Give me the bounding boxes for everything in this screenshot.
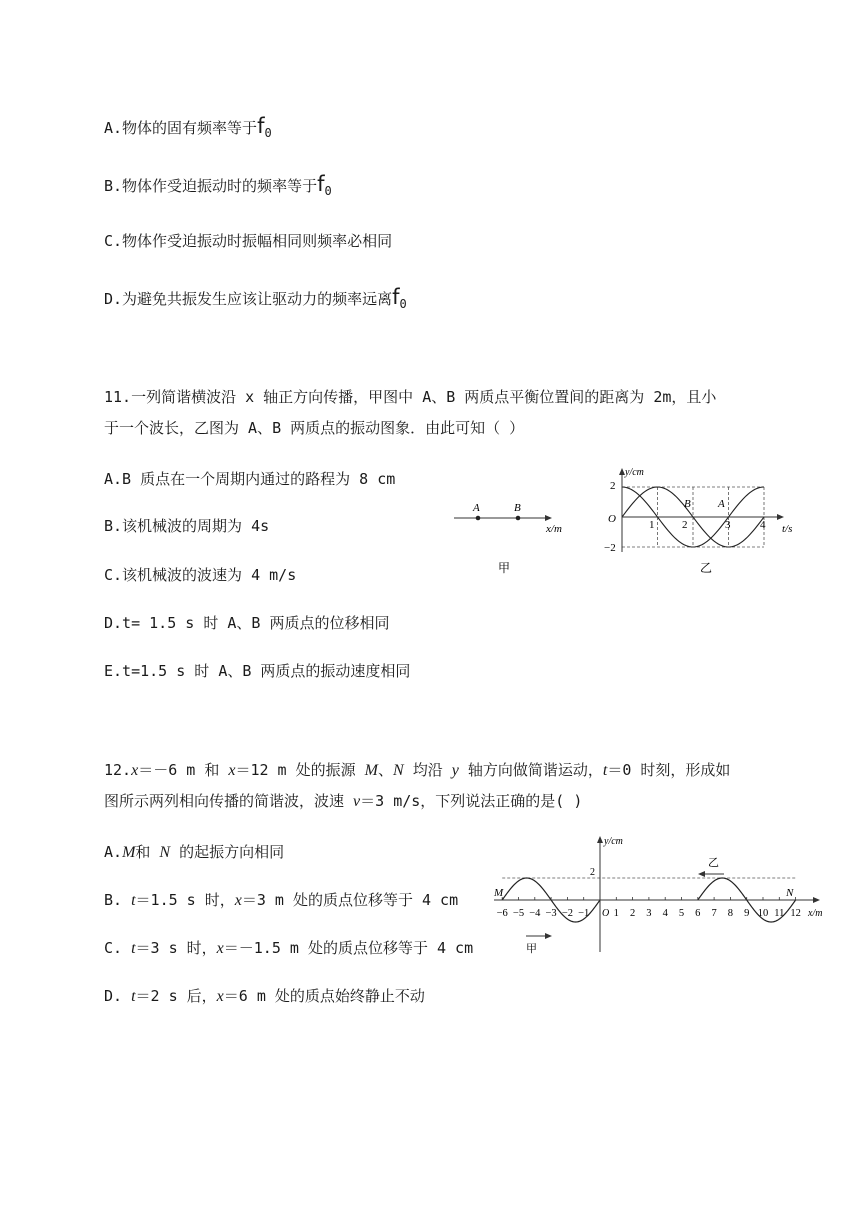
variable: v	[353, 793, 361, 810]
q12-wave-left-label: 甲	[526, 943, 537, 955]
yi-tick-4: 4	[760, 519, 766, 531]
q12-x-label: x/m	[808, 908, 823, 919]
text-segment: C.	[104, 939, 132, 957]
jia-axis-arrow	[545, 515, 552, 521]
yi-t-label: t/s	[782, 523, 793, 535]
variable: t	[131, 892, 136, 909]
q11-option-d: D.t= 1.5 s 时 A、B 两质点的位移相同	[104, 614, 390, 632]
q12-tick-label: 8	[727, 908, 734, 919]
yi-origin: O	[608, 513, 616, 525]
variable: N	[159, 844, 171, 861]
q12-tick-label: 1	[613, 908, 619, 919]
q12-tick-label: 9	[744, 908, 750, 919]
jia-point-b	[516, 516, 521, 521]
q12-y-axis-arrow	[597, 836, 603, 843]
text-segment: ＝3 m 处的质点位移等于 4 cm	[241, 891, 459, 909]
q12-tick-label: 3	[646, 908, 652, 919]
jia-label-b: B	[514, 502, 521, 514]
yi-t-axis-arrow	[777, 514, 784, 520]
q10-option-b: B.物体作受迫振动时的频率等于$f_0$	[104, 172, 332, 198]
text-segment: 轴方向做简谐运动，	[458, 761, 603, 779]
yi-tick-2: 2	[682, 519, 688, 531]
yi-y-top: 2	[610, 480, 616, 492]
yi-label-b: B	[684, 498, 691, 510]
text-segment: ＝－6 m 和	[138, 761, 229, 779]
q11-option-e: E.t=1.5 s 时 A、B 两质点的振动速度相同	[104, 662, 411, 680]
q12-tick-label: −6	[496, 908, 508, 919]
variable: y	[451, 762, 459, 779]
q12-y-label: y/cm	[604, 836, 623, 847]
q11-option-b: B.该机械波的周期为 4s	[104, 517, 270, 535]
q12-tick-label: −1	[578, 908, 590, 919]
q10-option-c: C.物体作受迫振动时振幅相同则频率必相同	[104, 232, 393, 250]
jia-point-a	[476, 516, 481, 521]
text-segment: 的起振方向相同	[170, 843, 285, 861]
text-segment: ＝1.5 s 时，	[135, 891, 235, 909]
text-segment: 和	[135, 843, 160, 861]
q12-stem-line-1	[104, 759, 730, 780]
variable: t	[602, 762, 608, 779]
variable: x	[216, 988, 224, 1005]
text-segment: ＝－1.5 m 处的质点位移等于 4 cm	[223, 939, 474, 957]
yi-tick-1: 1	[649, 519, 655, 531]
variable: x	[234, 892, 242, 909]
q12-label-m: M	[494, 887, 504, 899]
q11-stem-line-1: 11.一列简谐横波沿 x 轴正方向传播，甲图中 A、B 两质点平衡位置间的距离为 2m，且小	[104, 388, 717, 406]
text-segment: D.	[104, 987, 132, 1005]
text-segment: A.	[104, 843, 123, 861]
q12-label-n: N	[786, 887, 794, 899]
q12-amp-label: 2	[590, 867, 595, 878]
variable: t	[131, 988, 136, 1005]
q12-tick-label: 2	[629, 908, 636, 919]
q12-tick-label: 4	[662, 908, 668, 919]
jia-caption: 甲	[498, 561, 511, 575]
q11-option-c: C.该机械波的波速为 4 m/s	[104, 566, 297, 584]
q12-tick-label: −4	[529, 908, 541, 919]
text-segment: ＝3 m/s，下列说法正确的是( )	[360, 792, 583, 810]
q12-tick-label: 6	[695, 908, 701, 919]
q12-option-b	[104, 889, 458, 910]
q12-origin: O	[602, 908, 610, 919]
variable: t	[131, 940, 136, 957]
q12-tick-label: 10	[757, 908, 769, 919]
q12-option-c	[104, 937, 473, 958]
variable: x	[228, 762, 236, 779]
q11-figure-yi	[600, 462, 810, 582]
q12-x-axis-arrow	[813, 897, 820, 903]
text-segment: 12.	[104, 761, 132, 779]
q12-tick-label: 7	[711, 908, 717, 919]
q10-option-d: D.为避免共振发生应该让驱动力的频率远离$f_0$	[104, 285, 407, 311]
q12-wave-right-label: 乙	[708, 857, 719, 869]
q11-figure-jia	[448, 492, 578, 582]
q12-tick-label: 12	[790, 908, 801, 919]
text-segment: 均沿	[403, 761, 452, 779]
text-segment: B.	[104, 891, 132, 909]
q12-tick-label: −5	[512, 908, 525, 919]
q12-option-a	[104, 841, 284, 862]
q12-tick-label: −2	[561, 908, 573, 919]
variable: M	[364, 762, 378, 779]
q12-tick-label: 11	[774, 908, 785, 919]
variable: x	[216, 940, 224, 957]
yi-y-bottom: −2	[604, 542, 616, 554]
q12-stem-line-2	[104, 790, 582, 811]
q11-stem-line-2: 于一个波长，乙图为 A、B 两质点的振动图象．由此可知（ ）	[104, 419, 525, 437]
variable: M	[122, 844, 136, 861]
text-segment: ＝0 时刻，形成如	[607, 761, 731, 779]
q10-option-a: A.物体的固有频率等于$f_0$	[104, 114, 272, 140]
text-segment: 、	[377, 761, 393, 779]
yi-label-a: A	[718, 498, 725, 510]
text-segment: ＝12 m 处的振源	[235, 761, 365, 779]
yi-y-label: y/cm	[625, 467, 644, 478]
text-segment: ＝3 s 时，	[135, 939, 217, 957]
q12-tick-label: 5	[678, 908, 685, 919]
yi-caption: 乙	[700, 561, 713, 575]
q12-figure	[490, 830, 830, 958]
q12-option-d	[104, 985, 425, 1006]
text-segment: 图所示两列相向传播的简谐波，波速	[104, 792, 354, 810]
text-segment: ＝6 m 处的质点始终静止不动	[223, 987, 425, 1005]
variable: N	[393, 762, 404, 779]
q11-option-a: A.B 质点在一个周期内通过的路程为 8 cm	[104, 470, 396, 488]
jia-label-a: A	[473, 502, 480, 514]
jia-axis-label: x/m	[546, 523, 562, 535]
q12-tick-label: −3	[545, 908, 557, 919]
variable: x	[131, 762, 139, 779]
text-segment: ＝2 s 后，	[135, 987, 217, 1005]
yi-tick-3: 3	[725, 519, 731, 531]
